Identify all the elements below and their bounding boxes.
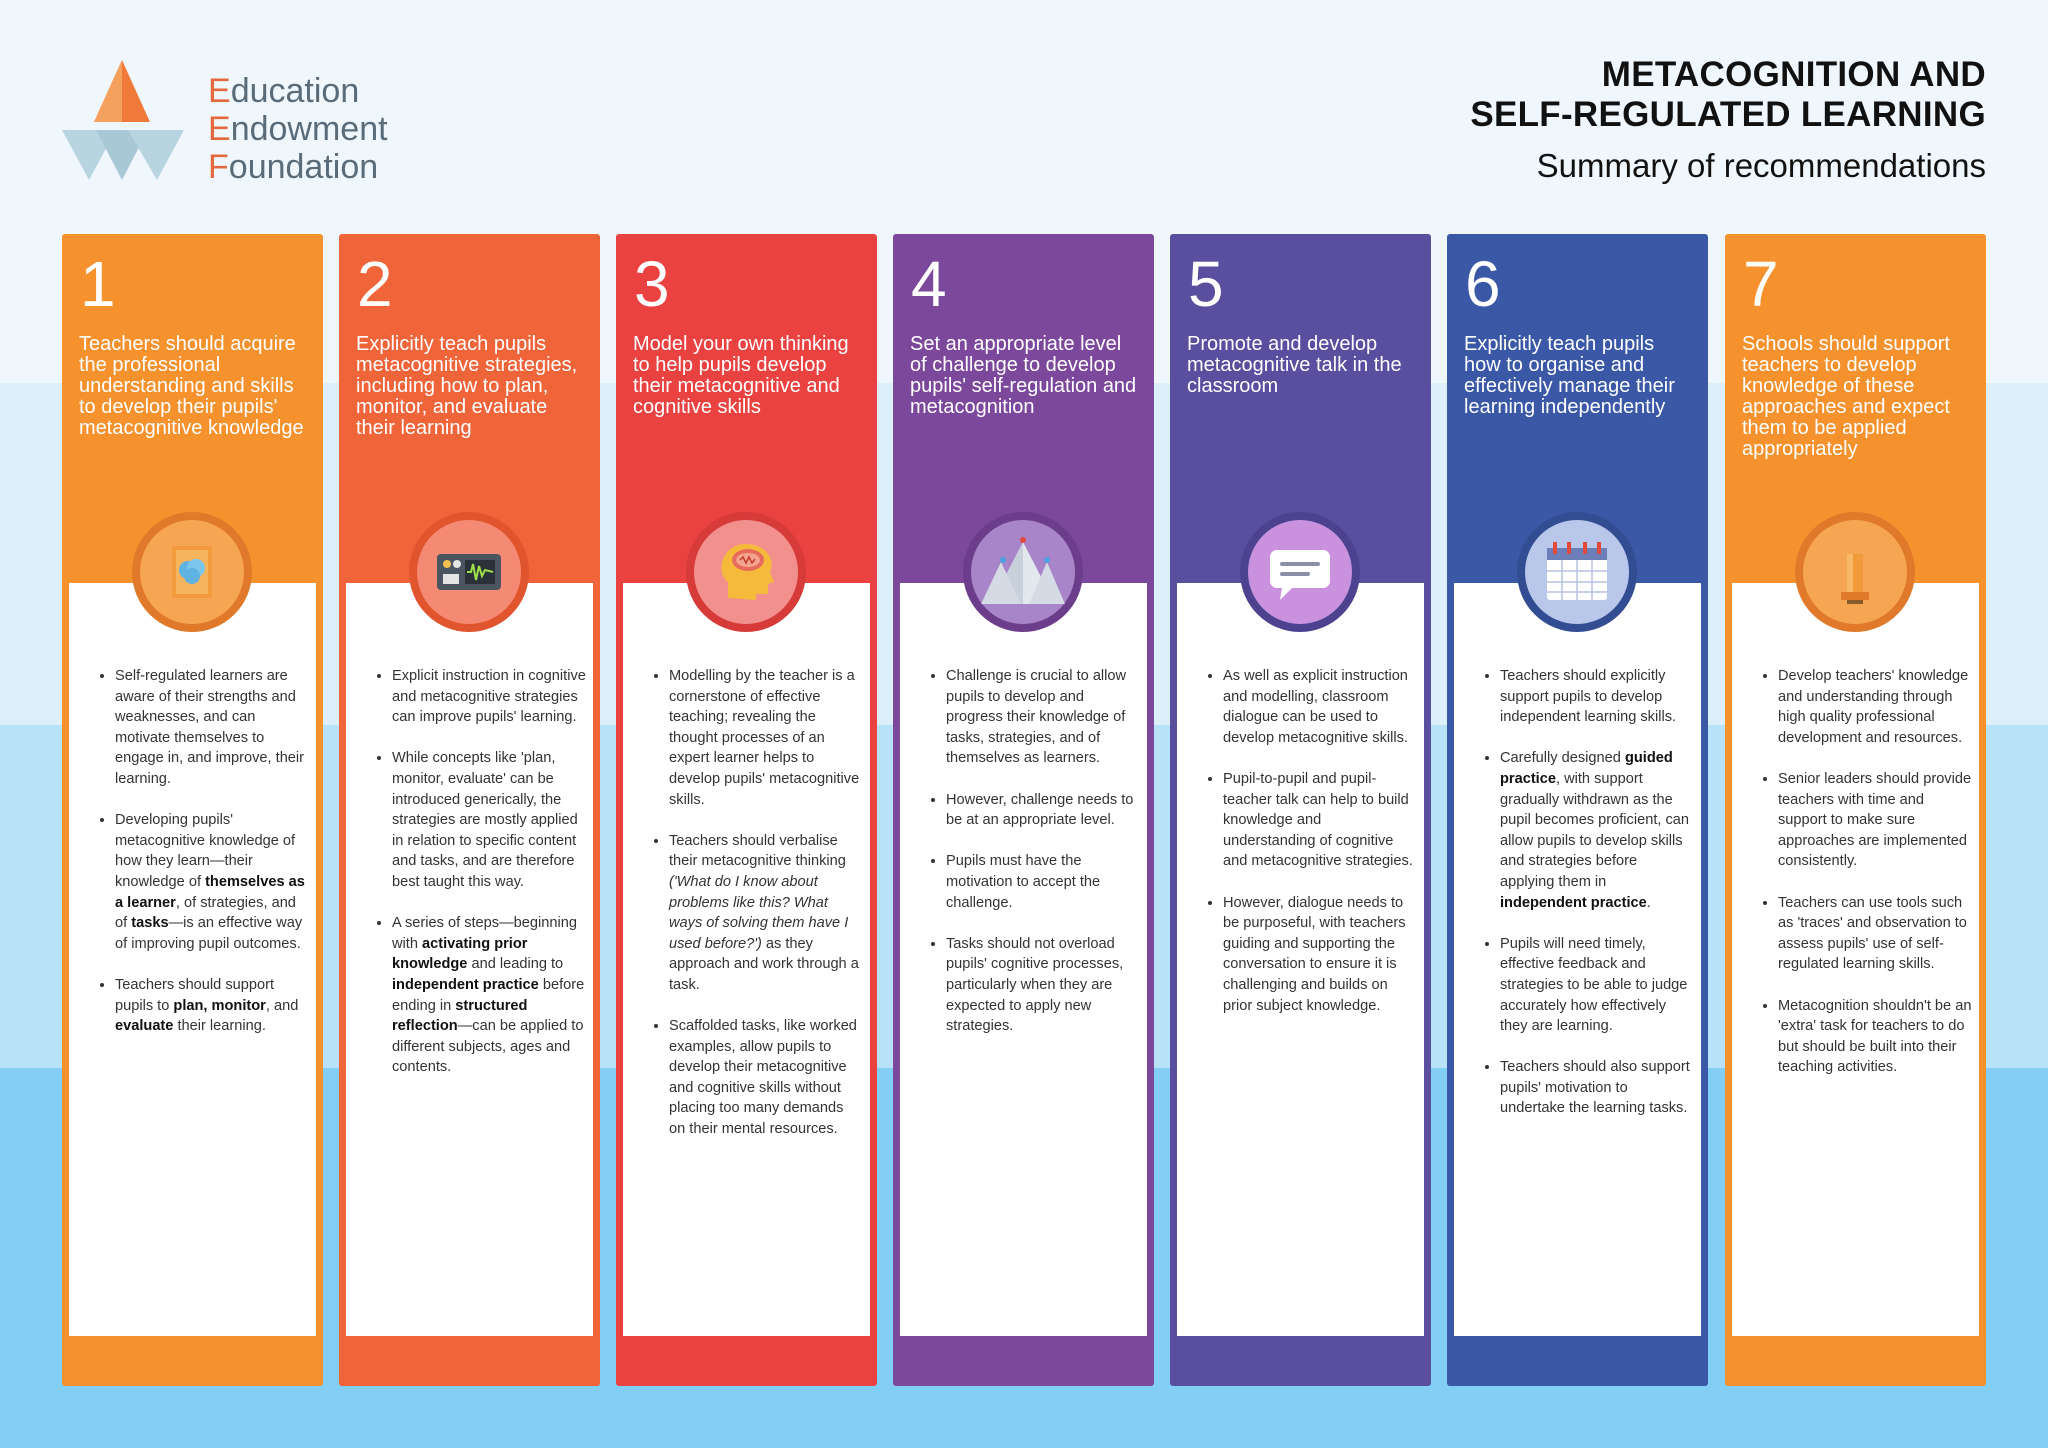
recommendation-bullets: [369, 666, 586, 1078]
recommendation-card-7: [1725, 234, 1986, 1386]
recommendation-heading: Schools should support teachers to develop knowledge of these approaches and expect them to be applied appropriately: [1742, 333, 1950, 460]
recommendation-number: 3: [634, 248, 670, 320]
page-title-block: [1470, 55, 1986, 185]
bullet-item: • Senior leaders should provide teachers with time and support to make sure approaches are implemented consistently.: [1778, 769, 1972, 872]
page-subtitle: Summary of recommendations: [1536, 147, 1986, 184]
thinking-head-icon: [686, 512, 806, 632]
bullet-item: • Carefully designed guided practice, with support gradually withdrawn as the pupil becomes proficient, can allow pupils to develop skills and strategies before applying them in independent practice.: [1500, 748, 1694, 913]
logo-wordmark: [208, 72, 388, 186]
bullet-item: • Teachers should support pupils to plan, monitor, and evaluate their learning.: [115, 975, 309, 1037]
recommendation-bullets: [1755, 666, 1972, 1078]
logo-line-2: Endowment: [208, 110, 388, 148]
bullet-item: • A series of steps—beginning with activating prior knowledge and leading to independent practice before ending in structured reflection—can be applied to different subjects, ages and contents.: [392, 913, 586, 1078]
bullet-item: • Teachers should also support pupils' motivation to undertake the learning tasks.: [1500, 1057, 1694, 1119]
mountain-climbers-icon: [963, 512, 1083, 632]
recommendation-number: 6: [1465, 248, 1501, 320]
recommendation-card-3: [616, 234, 877, 1386]
bullet-item: • Pupils will need timely, effective feedback and strategies to be able to judge accurately how effectively they are learning.: [1500, 934, 1694, 1037]
eef-logo: [62, 60, 402, 190]
bullet-item: • Developing pupils' metacognitive knowledge of how they learn—their knowledge of themselves as a learner, of strategies, and of tasks—is an effective way of improving pupil outcomes.: [115, 810, 309, 954]
speech-bubble-icon: [1240, 512, 1360, 632]
recommendation-bullets: [92, 666, 309, 1037]
calendar-icon: [1517, 512, 1637, 632]
recommendation-number: 1: [80, 248, 116, 320]
page-title: METACOGNITION AND SELF-REGULATED LEARNING: [1470, 55, 1986, 134]
logo-line-3: Foundation: [208, 148, 379, 186]
recommendation-heading: Promote and develop metacognitive talk in the classroom: [1187, 333, 1402, 397]
bullet-item: • As well as explicit instruction and modelling, classroom dialogue can be used to develop metacognitive skills.: [1223, 666, 1417, 748]
recommendation-heading: Explicitly teach pupils metacognitive strategies, including how to plan, monitor, and evaluate their learning: [356, 333, 578, 439]
bullet-item: • Explicit instruction in cognitive and metacognitive strategies can improve pupils' learning.: [392, 666, 586, 728]
recommendation-number: 7: [1743, 248, 1779, 320]
bullet-item: • Develop teachers' knowledge and understanding through high quality professional development and resources.: [1778, 666, 1972, 748]
bullet-item: • Tasks should not overload pupils' cognitive processes, particularly when they are expected to apply new strategies.: [946, 934, 1140, 1037]
bullet-item: • Scaffolded tasks, like worked examples, allow pupils to develop their metacognitive and cognitive skills without placing too many demands on their mental resources.: [669, 1016, 863, 1140]
pillar-icon: [1795, 512, 1915, 632]
bullet-item: • However, challenge needs to be at an appropriate level.: [946, 790, 1140, 831]
brain-book-icon: [132, 512, 252, 632]
eef-logo-triangles-icon: [62, 60, 192, 185]
recommendation-number: 5: [1188, 248, 1224, 320]
recommendation-heading: Explicitly teach pupils how to organise and effectively manage their learning independently: [1464, 333, 1675, 418]
bullet-item: • Pupils must have the motivation to accept the challenge.: [946, 851, 1140, 913]
recommendation-number: 4: [911, 248, 947, 320]
bullet-item: • Modelling by the teacher is a cornerstone of effective teaching; revealing the thought processes of an expert learner helps to develop pupils' metacognitive skills.: [669, 666, 863, 810]
recommendation-heading: Model your own thinking to help pupils develop their metacognitive and cognitive skills: [633, 333, 849, 418]
control-panel-icon: [409, 512, 529, 632]
bullet-item: • Challenge is crucial to allow pupils to develop and progress their knowledge of tasks, strategies, and of themselves as learners.: [946, 666, 1140, 769]
recommendation-bullets: [923, 666, 1140, 1037]
recommendation-heading: Teachers should acquire the professional understanding and skills to develop their pupils' metacognitive knowledge: [79, 333, 304, 439]
bullet-item: • Teachers should explicitly support pupils to develop independent learning skills.: [1500, 666, 1694, 728]
bullet-item: • Metacognition shouldn't be an 'extra' task for teachers to do but should be built into their teaching activities.: [1778, 996, 1972, 1078]
bullet-item: • Pupil-to-pupil and pupil-teacher talk can help to build knowledge and understanding of cognitive and metacognitive strategies.: [1223, 769, 1417, 872]
bullet-item: • Self-regulated learners are aware of their strengths and weaknesses, and can motivate themselves to engage in, and improve, their learning.: [115, 666, 309, 790]
recommendation-card-2: [339, 234, 600, 1386]
bullet-item: • However, dialogue needs to be purposeful, with teachers guiding and supporting the conversation to ensure it is challenging and builds on prior subject knowledge.: [1223, 893, 1417, 1017]
bullet-item: • Teachers should verbalise their metacognitive thinking ('What do I know about problems like this? What ways of solving them have I used before?') as they approach and work through a task.: [669, 831, 863, 996]
recommendation-number: 2: [357, 248, 393, 320]
bullet-item: • While concepts like 'plan, monitor, evaluate' can be introduced generically, the strategies are mostly applied in relation to specific content and tasks, and are therefore best taught this way.: [392, 748, 586, 892]
recommendation-bullets: [646, 666, 863, 1140]
recommendation-bullets: [1477, 666, 1694, 1119]
recommendation-heading: Set an appropriate level of challenge to develop pupils' self-regulation and metacognition: [910, 333, 1137, 418]
recommendation-card-6: [1447, 234, 1708, 1386]
recommendation-card-4: [893, 234, 1154, 1386]
logo-line-1: Education: [208, 72, 360, 110]
recommendation-bullets: [1200, 666, 1417, 1016]
bullet-item: • Teachers can use tools such as 'traces' and observation to assess pupils' use of self-regulated learning skills.: [1778, 893, 1972, 975]
recommendation-card-1: [62, 234, 323, 1386]
recommendation-card-5: [1170, 234, 1431, 1386]
